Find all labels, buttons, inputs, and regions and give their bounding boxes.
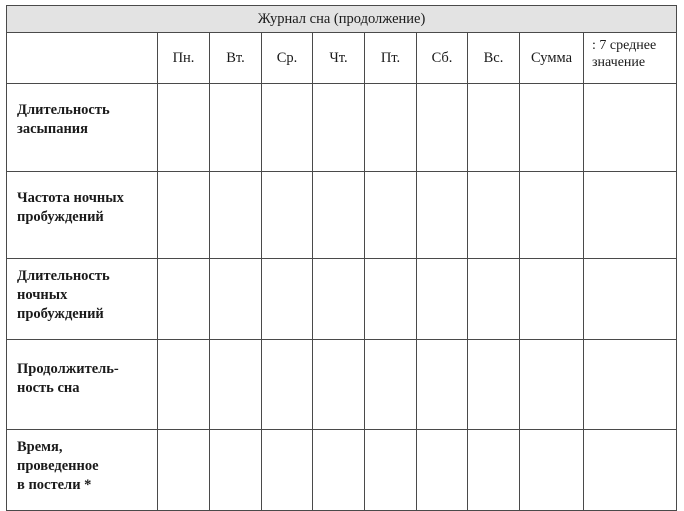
header-sum: Сумма [520, 33, 584, 84]
entry-cell[interactable] [417, 84, 468, 172]
table-row [7, 84, 677, 172]
entry-cell[interactable] [158, 84, 210, 172]
table-title: Журнал сна (продолжение) [7, 6, 677, 33]
average-cell[interactable] [584, 172, 677, 259]
entry-cell[interactable] [158, 430, 210, 511]
entry-cell[interactable] [313, 430, 365, 511]
header-saturday: Сб. [417, 33, 468, 84]
header-tuesday: Вт. [210, 33, 262, 84]
table-row [7, 340, 677, 430]
row-label-sleep-duration: Продолжитель- ность сна [7, 340, 158, 430]
entry-cell[interactable] [468, 340, 520, 430]
table-row [7, 172, 677, 259]
row-label-sleep-latency: Длительность засыпания [7, 84, 158, 172]
row-label-awakening-duration: Длительность ночных пробуждений [7, 259, 158, 340]
entry-cell[interactable] [158, 340, 210, 430]
entry-cell[interactable] [262, 84, 313, 172]
row-label-awakening-frequency: Частота ночных пробуждений [7, 172, 158, 259]
entry-cell[interactable] [365, 430, 417, 511]
entry-cell[interactable] [365, 340, 417, 430]
header-sunday: Вс. [468, 33, 520, 84]
table-row [7, 259, 677, 340]
entry-cell[interactable] [417, 172, 468, 259]
entry-cell[interactable] [468, 84, 520, 172]
header-monday: Пн. [158, 33, 210, 84]
sum-cell[interactable] [520, 259, 584, 340]
header-friday: Пт. [365, 33, 417, 84]
header-average: : 7 среднее значение [584, 33, 677, 84]
entry-cell[interactable] [313, 84, 365, 172]
entry-cell[interactable] [210, 430, 262, 511]
sum-cell[interactable] [520, 84, 584, 172]
entry-cell[interactable] [262, 259, 313, 340]
sum-cell[interactable] [520, 172, 584, 259]
entry-cell[interactable] [158, 172, 210, 259]
entry-cell[interactable] [262, 172, 313, 259]
entry-cell[interactable] [468, 430, 520, 511]
table-row [7, 430, 677, 511]
average-cell[interactable] [584, 340, 677, 430]
entry-cell[interactable] [417, 259, 468, 340]
average-cell[interactable] [584, 430, 677, 511]
sum-cell[interactable] [520, 430, 584, 511]
header-corner-cell [7, 33, 158, 84]
entry-cell[interactable] [365, 259, 417, 340]
average-cell[interactable] [584, 259, 677, 340]
entry-cell[interactable] [417, 430, 468, 511]
entry-cell[interactable] [210, 84, 262, 172]
sleep-log-table [6, 5, 677, 511]
entry-cell[interactable] [313, 172, 365, 259]
row-label-time-in-bed: Время, проведенное в постели * [7, 430, 158, 511]
header-wednesday: Ср. [262, 33, 313, 84]
sum-cell[interactable] [520, 340, 584, 430]
header-row [7, 33, 677, 84]
average-cell[interactable] [584, 84, 677, 172]
entry-cell[interactable] [365, 84, 417, 172]
entry-cell[interactable] [262, 430, 313, 511]
entry-cell[interactable] [210, 340, 262, 430]
entry-cell[interactable] [313, 340, 365, 430]
entry-cell[interactable] [210, 259, 262, 340]
entry-cell[interactable] [313, 259, 365, 340]
header-thursday: Чт. [313, 33, 365, 84]
entry-cell[interactable] [468, 172, 520, 259]
entry-cell[interactable] [417, 340, 468, 430]
entry-cell[interactable] [262, 340, 313, 430]
entry-cell[interactable] [468, 259, 520, 340]
entry-cell[interactable] [210, 172, 262, 259]
entry-cell[interactable] [365, 172, 417, 259]
entry-cell[interactable] [158, 259, 210, 340]
